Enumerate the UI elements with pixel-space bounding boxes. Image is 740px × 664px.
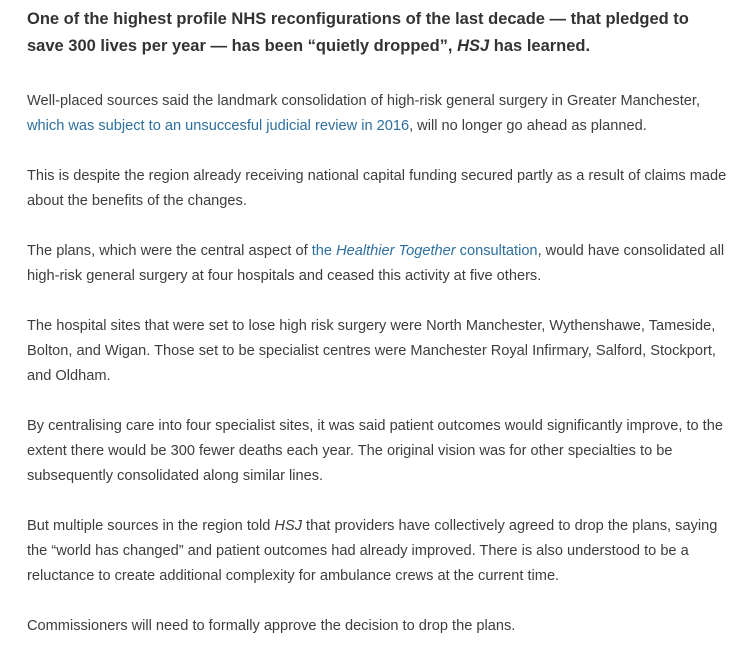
paragraph-1-text: Well-placed sources said the landmark consolidation of high-risk general surgery in Greater Manchester, <box>27 93 700 109</box>
healthier-together-link[interactable] <box>312 243 538 259</box>
paragraph-7-text: Commissioners will need to formally approve the decision to drop the plans. <box>27 618 516 634</box>
paragraph-4 <box>27 314 727 389</box>
paragraph-3-text: The plans, which were the central aspect of <box>27 243 312 259</box>
paragraph-7 <box>27 614 727 639</box>
publication-name: HSJ <box>274 518 302 534</box>
paragraph-3 <box>27 239 727 289</box>
link-suffix: consultation <box>455 243 538 259</box>
judicial-review-link[interactable]: which was subject to an unsuccesful judicial review in 2016 <box>27 118 410 134</box>
article-body <box>27 6 727 664</box>
paragraph-4-text: The hospital sites that were set to lose high risk surgery were North Manchester, Wythenshawe, Tameside, Bolton, and Wigan. Those set to be specialist centres were Manchester Royal Infirmary, Salford, Stockport, and Oldham. <box>27 318 716 384</box>
paragraph-6-text: But multiple sources in the region told <box>27 518 275 534</box>
paragraph-6 <box>27 514 727 589</box>
paragraph-3-text-end: , would have consolidated all high-risk general surgery at four hospitals and ceased this activity at five others. <box>27 243 725 284</box>
paragraph-2-text: This is despite the region already receiving national capital funding secured partly as a result of claims made about the benefits of the changes. <box>27 168 727 209</box>
article-standfirst <box>27 6 727 60</box>
paragraph-1 <box>27 89 727 139</box>
paragraph-2 <box>27 164 727 214</box>
paragraph-5 <box>27 414 727 489</box>
standfirst-text-end: has learned. <box>489 37 591 55</box>
paragraph-5-text: By centralising care into four specialist sites, it was said patient outcomes would significantly improve, to the extent there would be 300 fewer deaths each year. The original vision was for other specialties to be subsequently consolidated along similar lines. <box>27 418 723 484</box>
publication-name: HSJ <box>457 37 490 55</box>
link-emphasis: Healthier Together <box>336 243 456 259</box>
paragraph-6-text-end: that providers have collectively agreed to drop the plans, saying the “world has changed” and patient outcomes had already improved. There is also understood to be a reluctance to create additional complexity for ambulance crews at the current time. <box>27 518 718 584</box>
link-prefix: the <box>311 243 337 259</box>
standfirst-text: One of the highest profile NHS reconfigurations of the last decade — that pledged to save 300 lives per year — has been “quietly dropped”, <box>27 10 689 55</box>
paragraph-1-text-end: , will no longer go ahead as planned. <box>409 118 647 134</box>
